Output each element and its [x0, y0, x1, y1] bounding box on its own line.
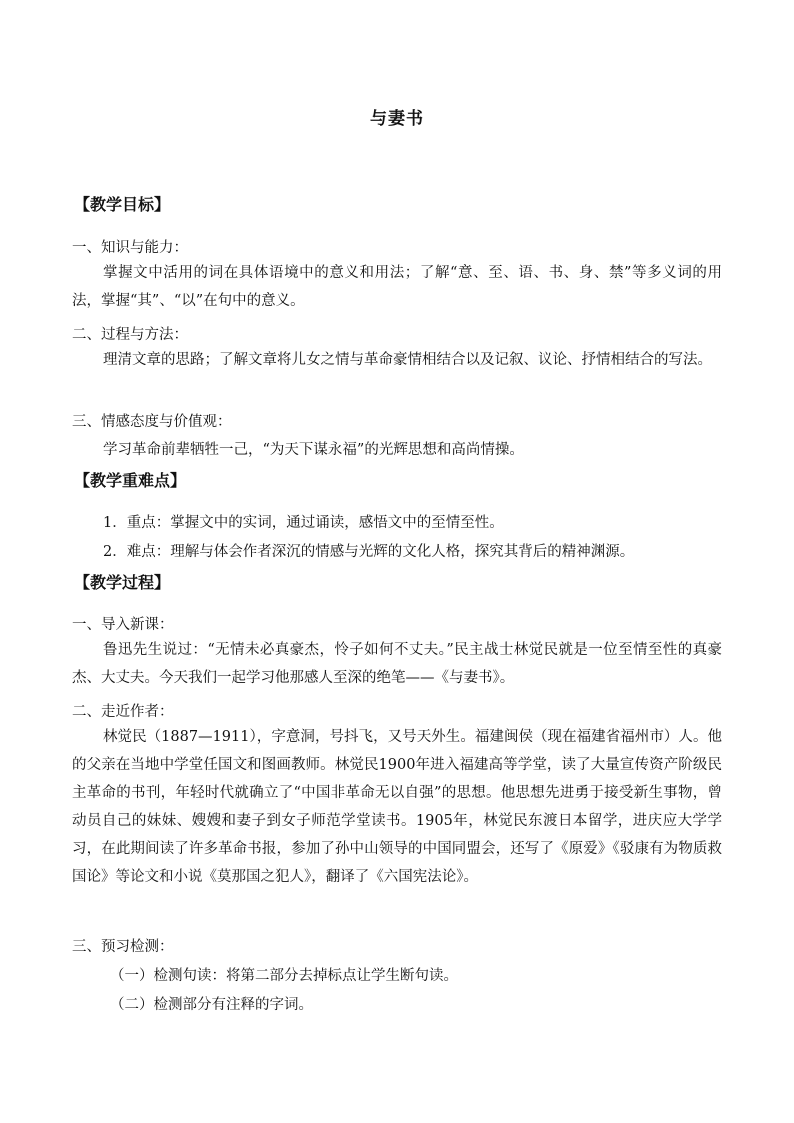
process-step3-title: 三、预习检测： [72, 939, 174, 955]
objectives-item1-text: 掌握文中活用的词在具体语境中的意义和用法；了解“意、至、语、书、身、禁”等多义词的用法，掌握“其”、“以”在句中的意义。 [72, 265, 722, 309]
process-step3-sub1: （一）检测句读：将第二部分去掉标点让学生断句读。 [110, 968, 458, 984]
objectives-heading: 【教学目标】 [74, 195, 171, 214]
objectives-item3-title: 三、情感态度与价值观： [72, 414, 232, 430]
process-heading: 【教学过程】 [74, 573, 171, 592]
keypoints-heading: 【教学重难点】 [74, 471, 187, 490]
process-step1-text: 鲁迅先生说过：“无情未必真豪杰，怜子如何不丈夫。”民主战士林觉民就是一位至情至性的真豪杰、大丈夫。今天我们一起学习他那感人至深的绝笔——《与妻书》。 [72, 642, 722, 686]
objectives-item1-title: 一、知识与能力： [72, 240, 188, 256]
process-step1-title: 一、导入新课： [72, 617, 174, 633]
process-step2-text: 林觉民（1887—1911），字意洞，号抖飞，又号天外生。福建闽侯（现在福建省福州市）人。他的父亲在当地中学堂任国文和图画教师。林觉民1900年进入福建高等学堂，读了大量宣传资产阶级民主革命的书刊，年轻时代就确立了“中国非革命无以自强”的思想。他思想先进勇于接受新生事物，曾动员自己的妹妹、嫂嫂和妻子到女子师范学堂读书。1905年，林觉民东渡日本留学，进庆应大学学习，在此期间读了许多革命书报，参加了孙中山领导的中国同盟会，还写了《原爱》《驳康有为物质救国论》等论文和小说《莫那国之犯人》，翻译了《六国宪法论》。 [72, 729, 722, 885]
process-step3-sub2: （二）检测部分有注释的字词。 [110, 997, 313, 1013]
objectives-item3-text: 学习革命前辈牺牲一己，“为天下谋永福”的光辉思想和高尚情操。 [103, 442, 524, 458]
process-step2-title: 二、走近作者： [72, 704, 174, 720]
objectives-item2-title: 二、过程与方法： [72, 327, 188, 343]
keypoint-2: 2．难点：理解与体会作者深沉的情感与光辉的文化人格，探究其背后的精神渊源。 [103, 544, 635, 560]
document-title: 与妻书 [370, 109, 424, 129]
keypoint-1: 1．重点：掌握文中的实词，通过诵读，感悟文中的至情至性。 [103, 515, 504, 531]
objectives-item2-text: 理清文章的思路；了解文章将儿女之情与革命豪情相结合以及记叙、议论、抒情相结合的写法。 [103, 352, 712, 368]
